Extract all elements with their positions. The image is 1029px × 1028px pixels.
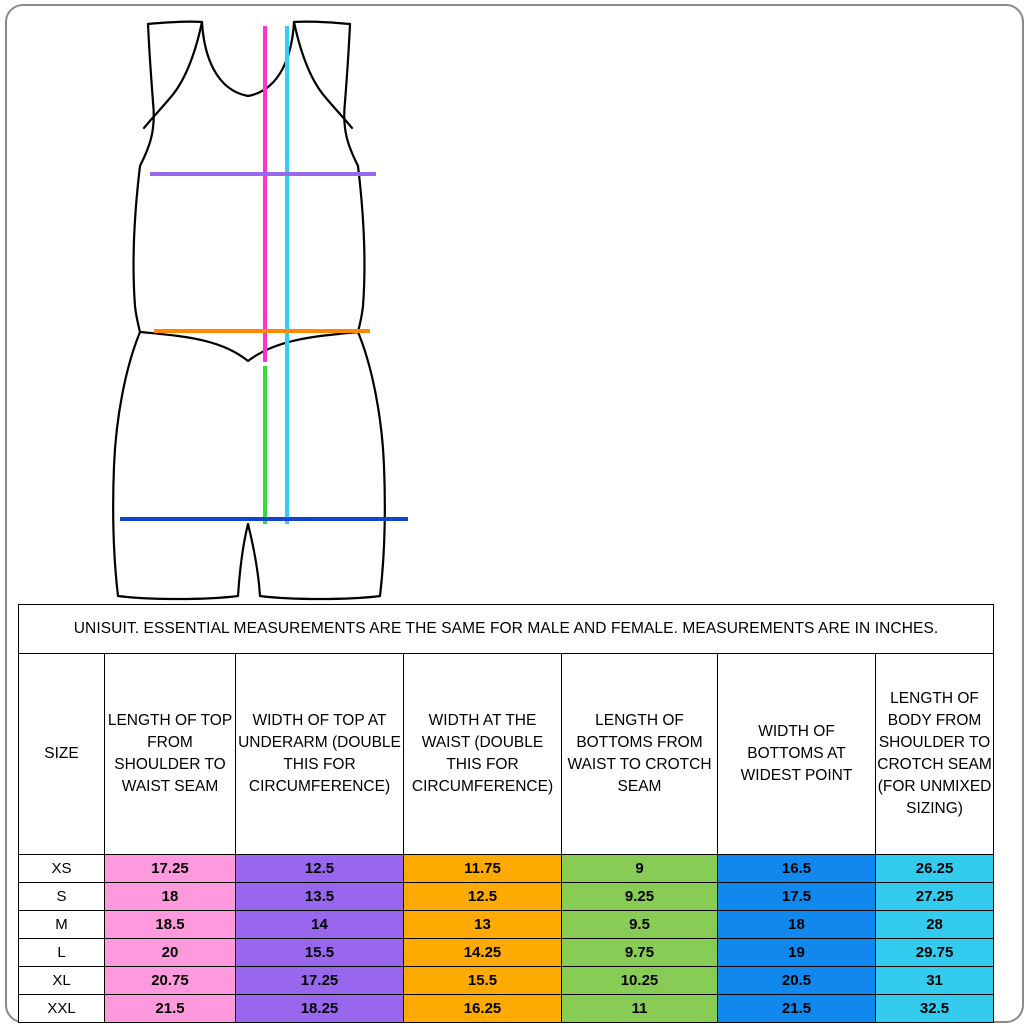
cell-width-of-top: 13.5 [236, 883, 404, 911]
cell-length-of-body: 31 [876, 967, 994, 995]
row-size-label: S [19, 883, 105, 911]
cell-length-of-top: 18.5 [105, 911, 236, 939]
cell-length-of-bottoms: 9.25 [562, 883, 718, 911]
cell-length-of-body: 32.5 [876, 995, 994, 1023]
table-header-row [19, 654, 994, 855]
cell-width-at-waist: 11.75 [404, 855, 562, 883]
table-row [19, 855, 994, 883]
cell-length-of-top: 20.75 [105, 967, 236, 995]
table-row [19, 911, 994, 939]
cell-width-of-top: 14 [236, 911, 404, 939]
table-row [19, 939, 994, 967]
table-row [19, 967, 994, 995]
size-table-container [18, 604, 993, 1023]
cell-width-of-top: 17.25 [236, 967, 404, 995]
cell-width-of-bottoms: 16.5 [718, 855, 876, 883]
cell-length-of-top: 18 [105, 883, 236, 911]
cell-width-at-waist: 13 [404, 911, 562, 939]
cell-width-at-waist: 15.5 [404, 967, 562, 995]
header-length-of-top: LENGTH OF TOP FROM SHOULDER TO WAIST SEAM [105, 654, 236, 855]
row-size-label: XXL [19, 995, 105, 1023]
cell-length-of-body: 29.75 [876, 939, 994, 967]
cell-width-at-waist: 14.25 [404, 939, 562, 967]
cell-width-of-bottoms: 20.5 [718, 967, 876, 995]
cell-width-of-bottoms: 18 [718, 911, 876, 939]
row-size-label: L [19, 939, 105, 967]
header-width-of-top-at-underarm: WIDTH OF TOP AT UNDERARM (DOUBLE THIS FOR CIRCUMFERENCE) [236, 654, 404, 855]
cell-length-of-body: 26.25 [876, 855, 994, 883]
unisuit-technical-drawing [20, 6, 580, 606]
cell-length-of-top: 17.25 [105, 855, 236, 883]
row-size-label: XL [19, 967, 105, 995]
cell-length-of-bottoms: 9 [562, 855, 718, 883]
cell-width-at-waist: 12.5 [404, 883, 562, 911]
header-length-of-body: LENGTH OF BODY FROM SHOULDER TO CROTCH SEAM (FOR UNMIXED SIZING) [876, 654, 994, 855]
header-length-of-bottoms: LENGTH OF BOTTOMS FROM WAIST TO CROTCH SEAM [562, 654, 718, 855]
table-title-row [19, 605, 994, 654]
cell-width-of-bottoms: 21.5 [718, 995, 876, 1023]
cell-length-of-top: 20 [105, 939, 236, 967]
size-table [18, 604, 994, 1023]
header-size: SIZE [19, 654, 105, 855]
table-title: UNISUIT. ESSENTIAL MEASUREMENTS ARE THE SAME FOR MALE AND FEMALE. MEASUREMENTS ARE IN INCHES. [19, 605, 994, 654]
cell-width-of-bottoms: 19 [718, 939, 876, 967]
cell-length-of-body: 27.25 [876, 883, 994, 911]
table-row [19, 883, 994, 911]
cell-width-of-top: 15.5 [236, 939, 404, 967]
cell-length-of-bottoms: 9.75 [562, 939, 718, 967]
row-size-label: XS [19, 855, 105, 883]
header-width-of-bottoms: WIDTH OF BOTTOMS AT WIDEST POINT [718, 654, 876, 855]
cell-width-of-bottoms: 17.5 [718, 883, 876, 911]
cell-width-of-top: 18.25 [236, 995, 404, 1023]
cell-length-of-bottoms: 11 [562, 995, 718, 1023]
cell-length-of-bottoms: 10.25 [562, 967, 718, 995]
cell-length-of-body: 28 [876, 911, 994, 939]
row-size-label: M [19, 911, 105, 939]
header-width-at-waist: WIDTH AT THE WAIST (DOUBLE THIS FOR CIRCUMFERENCE) [404, 654, 562, 855]
cell-length-of-bottoms: 9.5 [562, 911, 718, 939]
cell-length-of-top: 21.5 [105, 995, 236, 1023]
cell-width-at-waist: 16.25 [404, 995, 562, 1023]
table-row [19, 995, 994, 1023]
cell-width-of-top: 12.5 [236, 855, 404, 883]
